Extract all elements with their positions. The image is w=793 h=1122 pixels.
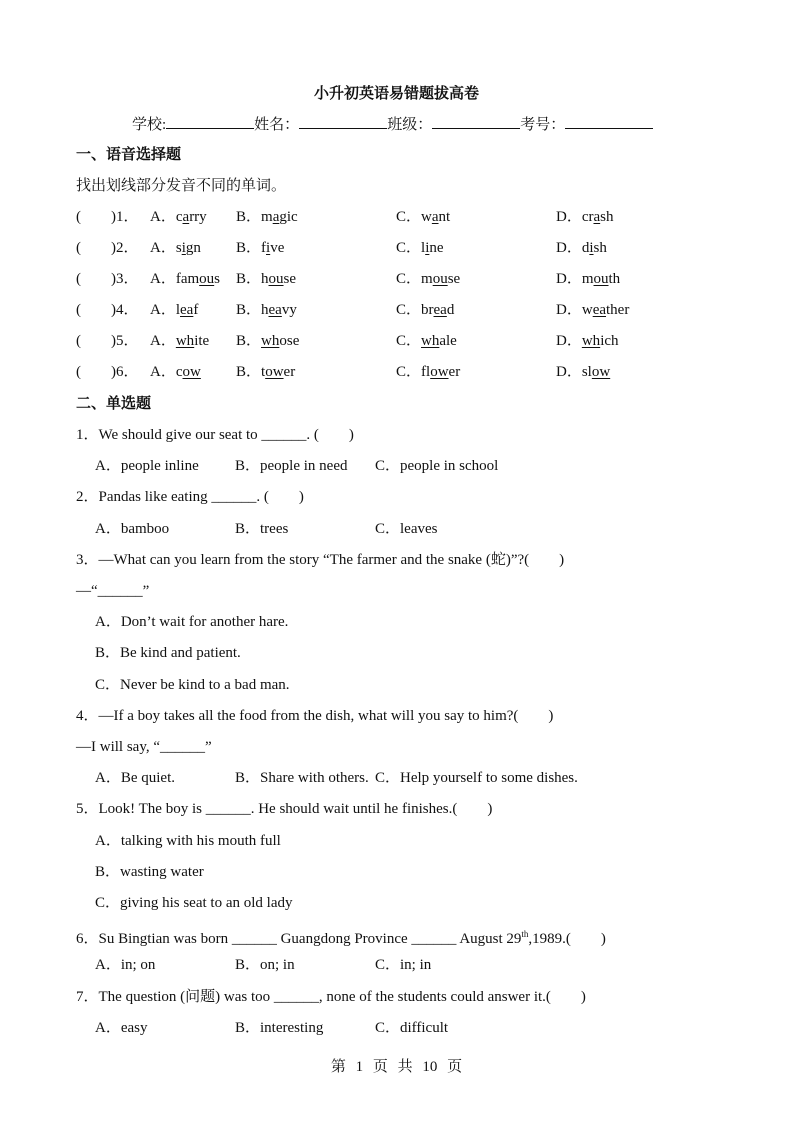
word-part: s — [175, 240, 182, 256]
question-text: C．Never be kind to a bad man. — [95, 676, 290, 693]
option[interactable] — [556, 207, 614, 227]
word-part: gic — [279, 209, 298, 225]
underlined-part: wh — [581, 333, 601, 349]
option[interactable] — [556, 238, 607, 258]
word-part: ich — [600, 333, 619, 349]
underlined-part: ou — [199, 271, 215, 287]
underlined-part: ea — [433, 302, 447, 318]
underlined-part: i — [181, 240, 186, 256]
word-part: fam — [175, 271, 200, 287]
word-part: ose — [279, 333, 300, 349]
underlined-part: a — [593, 209, 601, 225]
option[interactable] — [236, 300, 297, 320]
underlined-part: ou — [593, 271, 609, 287]
option[interactable]: B．trees — [235, 520, 289, 537]
option[interactable]: A．bamboo — [95, 520, 170, 537]
option-letter: A． — [150, 209, 176, 225]
option[interactable] — [556, 300, 629, 320]
name-label: 姓名： — [254, 117, 300, 133]
word-part: br — [421, 302, 434, 318]
word-part: c — [175, 364, 183, 380]
underlined-part: a — [431, 209, 439, 225]
question-text: B．wasting water — [95, 863, 204, 880]
class-label: 班级： — [387, 117, 433, 133]
word-part: d — [446, 302, 455, 318]
phonetics-question — [76, 207, 716, 227]
option[interactable]: B．interesting — [235, 1019, 324, 1036]
answer-options — [95, 519, 735, 539]
answer-options — [95, 955, 735, 975]
word-part: se — [283, 271, 297, 287]
word-part: er — [448, 364, 461, 380]
page-title: 小升初英语易错题拔高卷 — [313, 86, 479, 102]
option-letter: A． — [150, 271, 176, 287]
question-number: ( )2． — [76, 240, 139, 256]
underlined-part: ea — [268, 302, 282, 318]
option[interactable] — [396, 269, 460, 289]
page-footer: 第 1 页 共 10 页 — [330, 1059, 463, 1075]
question-text: 5．Look! The boy is ______. He should wait until he finishes.( ) — [76, 801, 493, 818]
question-text: 1．We should give our seat to ______. ( ) — [76, 427, 354, 443]
word-part: sh — [600, 209, 614, 225]
option[interactable]: A．easy — [95, 1019, 148, 1036]
word-part: s — [214, 271, 221, 287]
option[interactable] — [236, 207, 298, 227]
option-letter: C． — [396, 302, 422, 318]
underlined-part: ow — [265, 364, 284, 380]
question-text: A．Don’t wait for another hare. — [95, 614, 289, 631]
word-part: gn — [185, 240, 201, 256]
phonetics-question — [76, 269, 716, 289]
option[interactable] — [236, 269, 296, 289]
question-text — [76, 924, 606, 948]
underlined-part: ea — [592, 302, 607, 318]
word-part: se — [447, 271, 461, 287]
word-part: f — [261, 240, 267, 256]
option[interactable]: A．Be quiet. — [95, 770, 175, 787]
option[interactable] — [150, 331, 209, 351]
option-letter: A． — [150, 240, 176, 256]
underlined-part: a — [182, 209, 190, 225]
underlined-part: wh — [175, 333, 195, 349]
option[interactable] — [396, 362, 460, 382]
option[interactable]: A．people inline — [95, 458, 199, 475]
option-letter: D． — [556, 333, 582, 349]
option[interactable] — [396, 238, 444, 258]
word-part: ther — [606, 302, 630, 318]
question-number: ( )4． — [76, 302, 139, 318]
word-part: t — [261, 364, 266, 380]
word-part: d — [581, 240, 590, 256]
underlined-part: ea — [180, 302, 194, 318]
option[interactable] — [396, 207, 450, 227]
student-info — [132, 114, 653, 134]
word-part: l — [421, 240, 426, 256]
word-part: er — [283, 364, 296, 380]
option[interactable]: C．leaves — [375, 520, 438, 537]
option[interactable] — [150, 300, 198, 320]
option[interactable] — [396, 331, 457, 351]
question-text: A．talking with his mouth full — [95, 832, 281, 849]
word-part: ve — [270, 240, 285, 256]
word-part: vy — [281, 302, 297, 318]
option-letter: D． — [556, 209, 582, 225]
question-number: ( )5． — [76, 333, 139, 349]
word-part: w — [421, 209, 432, 225]
underlined-part: ow — [591, 364, 611, 380]
option-letter: B． — [236, 240, 262, 256]
option[interactable] — [150, 238, 201, 258]
school-blank[interactable] — [166, 114, 254, 129]
option[interactable]: C．in; in — [375, 957, 432, 974]
word-part: ne — [429, 240, 444, 256]
option[interactable] — [556, 331, 619, 351]
option-letter: C． — [396, 333, 422, 349]
option-letter: B． — [236, 209, 262, 225]
option[interactable]: C．people in school — [375, 458, 499, 475]
answer-options — [95, 1018, 735, 1038]
option[interactable]: C．difficult — [375, 1019, 449, 1036]
word-part: h — [261, 302, 269, 318]
question-text: 3．—What can you learn from the story “The farmer and the snake (蛇)”?( ) — [76, 551, 565, 568]
question-text: 4．—If a boy takes all the food from the dish, what will you say to him?( ) — [76, 707, 554, 724]
question-number: ( )6． — [76, 364, 139, 380]
number-label: 考号： — [520, 117, 566, 133]
option[interactable] — [150, 207, 207, 227]
question-text: —I will say, “______” — [76, 739, 212, 755]
superscript: th — [521, 929, 529, 940]
option[interactable] — [236, 362, 295, 382]
word-part: ite — [194, 333, 210, 349]
word-part: m — [261, 209, 273, 225]
question-text: B．Be kind and patient. — [95, 645, 241, 662]
underlined-part: ow — [430, 364, 449, 380]
option-letter: B． — [236, 271, 262, 287]
option-letter: A． — [150, 364, 176, 380]
section1-heading: 一、语音选择题 — [76, 147, 182, 163]
class-blank[interactable] — [432, 114, 520, 129]
option[interactable]: C．Help yourself to some dishes. — [375, 770, 578, 787]
option[interactable] — [556, 362, 610, 382]
name-blank[interactable] — [299, 114, 387, 129]
option-letter: C． — [396, 209, 422, 225]
underlined-part: ou — [432, 271, 448, 287]
underlined-part: ow — [182, 364, 201, 380]
word-part: l — [175, 302, 181, 318]
underlined-part: wh — [421, 333, 440, 349]
question-text: C．giving his seat to an old lady — [95, 895, 293, 911]
option[interactable] — [236, 238, 284, 258]
section1-instruction: 找出划线部分发音不同的单词。 — [76, 178, 287, 194]
question-text-part: ,1989.( ) — [528, 931, 606, 948]
question-number: ( )3． — [76, 271, 139, 287]
option[interactable] — [150, 269, 220, 289]
word-part: f — [193, 302, 199, 318]
option-letter: D． — [556, 240, 582, 256]
option-letter: C． — [396, 364, 422, 380]
word-part: m — [581, 271, 594, 287]
option-letter: D． — [556, 271, 582, 287]
option-letter: A． — [150, 302, 176, 318]
option-letter: B． — [236, 333, 262, 349]
word-part: cr — [581, 209, 594, 225]
phonetics-question — [76, 362, 716, 382]
option[interactable] — [396, 300, 454, 320]
phonetics-question — [76, 331, 716, 351]
school-label: 学校: — [132, 117, 167, 133]
option-letter: D． — [556, 364, 582, 380]
option-letter: B． — [236, 302, 262, 318]
phonetics-question — [76, 300, 716, 320]
word-part: c — [175, 209, 183, 225]
option[interactable] — [150, 362, 201, 382]
option[interactable]: B．people in need — [235, 458, 348, 475]
word-part: fl — [421, 364, 431, 380]
word-part: h — [261, 271, 269, 287]
option-letter: A． — [150, 333, 176, 349]
underlined-part: a — [272, 209, 280, 225]
word-part: rry — [189, 209, 207, 225]
question-text-part: 6．Su Bingtian was born ______ Guangdong Province ______ August 29 — [76, 931, 522, 948]
underlined-part: i — [589, 240, 594, 256]
question-text: —“______” — [76, 583, 150, 599]
word-part: sh — [593, 240, 607, 256]
option-letter: C． — [396, 240, 422, 256]
word-part: w — [581, 302, 593, 318]
question-text: 2．Pandas like eating ______. ( ) — [76, 489, 304, 506]
phonetics-question — [76, 238, 716, 258]
underlined-part: wh — [261, 333, 280, 349]
question-number: ( )1． — [76, 209, 139, 225]
word-part: nt — [438, 209, 451, 225]
word-part: th — [608, 271, 621, 287]
option[interactable]: A．in; on — [95, 957, 156, 974]
underlined-part: i — [425, 240, 430, 256]
option-letter: B． — [236, 364, 262, 380]
word-part: m — [421, 271, 433, 287]
underlined-part: i — [266, 240, 271, 256]
number-blank[interactable] — [565, 114, 653, 129]
option-letter: C． — [396, 271, 422, 287]
option[interactable] — [556, 269, 620, 289]
option[interactable]: B．on; in — [235, 957, 295, 974]
answer-options — [95, 456, 735, 476]
option-letter: D． — [556, 302, 582, 318]
underlined-part: ou — [268, 271, 284, 287]
option[interactable]: B．Share with others. — [235, 770, 369, 787]
section2-heading: 二、单选题 — [76, 396, 152, 412]
question-text: 7．The question (问题) was too ______, none of the students could answer it.( ) — [76, 988, 586, 1005]
word-part: sl — [581, 364, 592, 380]
word-part: ale — [439, 333, 457, 349]
option[interactable] — [236, 331, 299, 351]
answer-options — [95, 768, 735, 788]
